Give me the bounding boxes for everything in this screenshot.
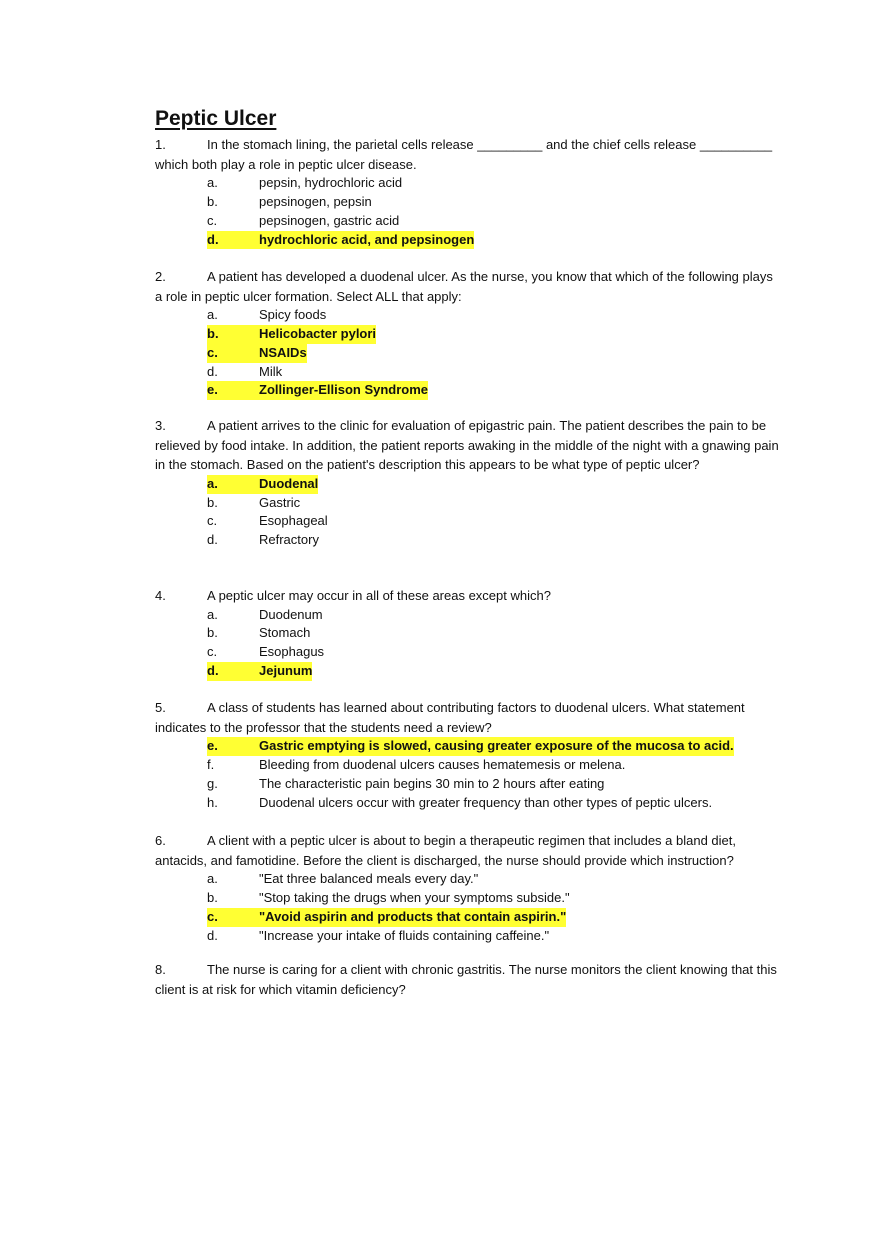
option-letter: c. [207, 344, 218, 360]
answer-option [207, 927, 780, 946]
question-text: The nurse is caring for a client with chronic gastritis. The nurse monitors the client knowing that this client is at risk for which vitamin deficiency? [155, 962, 777, 997]
question-text: In the stomach lining, the parietal cells release _________ and the chief cells release __________ which both play a role in peptic ulcer disease. [155, 137, 773, 172]
option-text: Esophagus [259, 644, 325, 660]
option-letter: g. [207, 775, 218, 791]
option-text: Zollinger-Ellison Syndrome [259, 382, 429, 398]
answer-option [207, 306, 780, 325]
option-text: "Eat three balanced meals every day." [259, 871, 479, 887]
option-text: pepsinogen, gastric acid [259, 212, 400, 228]
option-text: Duodenal ulcers occur with greater frequency than other types of peptic ulcers. [259, 794, 713, 810]
answer-option [207, 512, 780, 531]
option-text: Gastric emptying is slowed, causing greater exposure of the mucosa to acid. [259, 738, 734, 754]
option-text: Stomach [259, 625, 311, 641]
option-letter: a. [207, 871, 218, 887]
answer-option [207, 775, 780, 794]
option-letter: d. [207, 231, 219, 247]
question-stem [155, 135, 780, 174]
answer-option [207, 531, 780, 550]
question-text: A patient has developed a duodenal ulcer. As the nurse, you know that which of the following plays a role in peptic ulcer formation. Select ALL that apply: [155, 269, 773, 304]
highlighted-answer-option [207, 231, 780, 250]
option-text: pepsinogen, pepsin [259, 193, 372, 209]
option-text: Gastric [259, 494, 301, 510]
answer-options [155, 306, 780, 400]
option-letter: f. [207, 756, 215, 772]
option-text: NSAIDs [259, 344, 307, 360]
answer-option [207, 624, 780, 643]
question-stem [155, 831, 780, 870]
question-number: 2. [155, 269, 166, 284]
answer-options [155, 737, 780, 812]
answer-options [155, 475, 780, 550]
highlighted-answer-option [207, 662, 780, 681]
question-number: 6. [155, 833, 166, 848]
option-letter: a. [207, 175, 218, 191]
option-letter: b. [207, 325, 219, 341]
option-text: Jejunum [259, 662, 313, 678]
option-text: Duodenal [259, 475, 319, 491]
option-letter: a. [207, 606, 218, 622]
question-text: A class of students has learned about contributing factors to duodenal ulcers. What statement indicates to the professor that the students need a review? [155, 700, 745, 735]
highlighted-answer-option [207, 475, 780, 494]
question-stem [155, 416, 780, 475]
option-text: Spicy foods [259, 307, 327, 323]
question-1 [155, 135, 780, 249]
question-4 [155, 586, 780, 681]
option-text: Refractory [259, 532, 319, 548]
highlighted-answer-option [207, 381, 780, 400]
question-8 [155, 960, 780, 999]
page-title: Peptic Ulcer [155, 107, 277, 130]
question-number: 5. [155, 700, 166, 715]
answer-options [155, 174, 780, 249]
option-letter: c. [207, 644, 218, 660]
answer-option [207, 363, 780, 382]
option-text: Bleeding from duodenal ulcers causes hematemesis or melena. [259, 756, 626, 772]
answer-option [207, 794, 780, 813]
question-number: 1. [155, 137, 166, 152]
question-5 [155, 698, 780, 812]
highlighted-answer-option [207, 344, 780, 363]
option-letter: a. [207, 475, 218, 491]
question-stem [155, 698, 780, 737]
option-letter: c. [207, 212, 218, 228]
question-number: 4. [155, 588, 166, 603]
option-letter: b. [207, 494, 218, 510]
question-stem [155, 586, 780, 606]
question-2 [155, 267, 780, 400]
question-stem [155, 267, 780, 306]
option-letter: b. [207, 625, 218, 641]
answer-option [207, 870, 780, 889]
option-letter: d. [207, 363, 218, 379]
highlighted-answer-option [207, 908, 780, 927]
answer-option [207, 606, 780, 625]
question-3 [155, 416, 780, 550]
option-text: Duodenum [259, 606, 323, 622]
answer-option [207, 494, 780, 513]
question-text: A client with a peptic ulcer is about to begin a therapeutic regimen that includes a bland diet, antacids, and famotidine. Before the client is discharged, the nurse should provide which instruction? [155, 833, 736, 868]
answer-option [207, 174, 780, 193]
option-letter: b. [207, 889, 218, 905]
question-6 [155, 831, 780, 945]
option-text: "Increase your intake of fluids containing caffeine." [259, 927, 550, 943]
option-text: "Stop taking the drugs when your symptoms subside." [259, 889, 570, 905]
option-text: hydrochloric acid, and pepsinogen [259, 231, 475, 247]
option-letter: d. [207, 662, 219, 678]
option-letter: c. [207, 513, 218, 529]
option-text: Esophageal [259, 513, 328, 529]
highlighted-answer-option [207, 325, 780, 344]
highlighted-answer-option [207, 737, 780, 756]
answer-options [155, 870, 780, 945]
question-text: A patient arrives to the clinic for evaluation of epigastric pain. The patient describes the pain to be relieved by food intake. In addition, the patient reports awaking in the middle of the night with a gnawing pain in the stomach. Based on the patient's description this appears to be what type of peptic ulcer? [155, 418, 779, 473]
option-letter: b. [207, 193, 218, 209]
answer-option [207, 643, 780, 662]
question-text: A peptic ulcer may occur in all of these areas except which? [207, 588, 551, 603]
option-letter: a. [207, 307, 218, 323]
answer-option [207, 889, 780, 908]
answer-option [207, 756, 780, 775]
option-text: The characteristic pain begins 30 min to 2 hours after eating [259, 775, 605, 791]
answer-options [155, 606, 780, 681]
question-number: 8. [155, 962, 166, 977]
option-letter: h. [207, 794, 218, 810]
question-number: 3. [155, 418, 166, 433]
option-letter: d. [207, 927, 218, 943]
option-text: Helicobacter pylori [259, 325, 377, 341]
answer-option [207, 212, 780, 231]
question-stem [155, 960, 780, 999]
option-text: pepsin, hydrochloric acid [259, 175, 403, 191]
option-letter: c. [207, 908, 218, 924]
option-text: Milk [259, 363, 283, 379]
option-letter: d. [207, 532, 218, 548]
option-text: "Avoid aspirin and products that contain aspirin." [259, 908, 567, 924]
answer-option [207, 193, 780, 212]
option-letter: e. [207, 738, 218, 754]
option-letter: e. [207, 382, 218, 398]
